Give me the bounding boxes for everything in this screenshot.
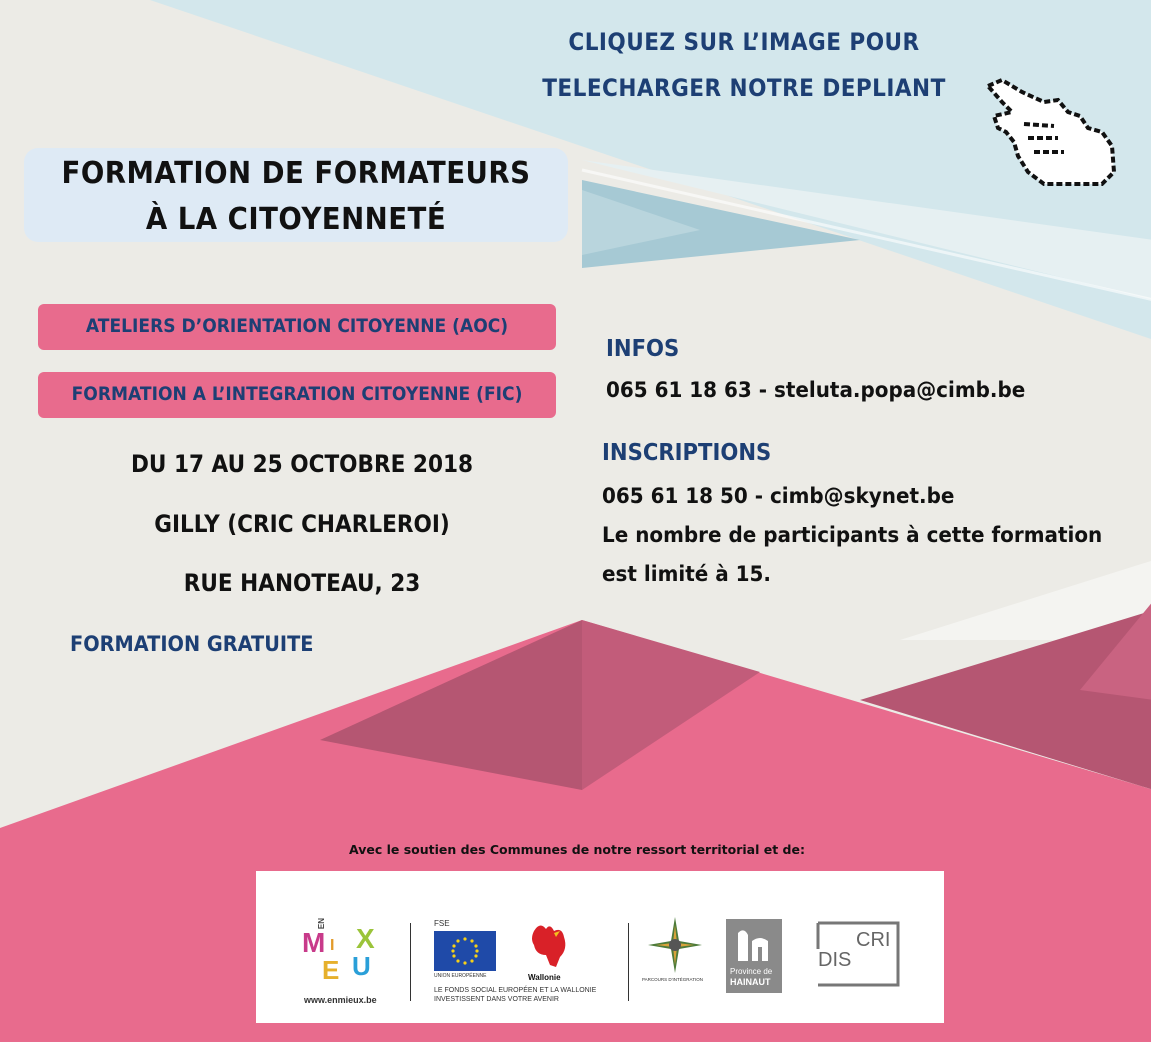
inscriptions-note-line-1: Le nombre de participants à cette formation: [602, 523, 1103, 547]
discri-part-2: CRI: [856, 929, 891, 951]
enmieux-url: www.enmieux.be: [304, 995, 377, 1005]
parcours-logo: [642, 917, 708, 987]
event-address: RUE HANOTEAU, 23: [183, 569, 421, 597]
enmieux-small-text: EN: [317, 917, 327, 930]
inscriptions-note-line-2: est limité à 15.: [602, 562, 771, 586]
support-text: Avec le soutien des Communes de notre ressort territorial et de:: [349, 842, 805, 857]
fse-text-line-1: LE FONDS SOCIAL EUROPÉEN ET LA WALLONIE: [434, 987, 597, 994]
enmieux-letter-e: E: [322, 955, 340, 985]
enmieux-logo: [300, 919, 386, 1011]
discri-part-1: DIS: [818, 949, 852, 971]
enmieux-letter-m: M: [302, 927, 326, 958]
hainaut-line-2: HAINAUT: [730, 977, 771, 987]
compass-rose-icon: [648, 917, 702, 973]
wallonie-rooster-icon: [526, 921, 570, 971]
fse-logo: [434, 919, 634, 1019]
inscriptions-contact: 065 61 18 50 - cimb@skynet.be: [602, 484, 955, 508]
wallonie-label: Wallonie: [528, 973, 561, 982]
event-dates: DU 17 AU 25 OCTOBRE 2018: [130, 450, 474, 478]
title-line-2: À LA CITOYENNETÉ: [145, 202, 447, 237]
enmieux-letter-x: X: [356, 923, 375, 954]
logo-divider-2: [628, 923, 629, 1001]
inscriptions-heading: INSCRIPTIONS: [602, 440, 772, 466]
hainaut-logo: [726, 919, 782, 993]
enmieux-letter-i: I: [330, 937, 335, 954]
infos-heading: INFOS: [606, 336, 680, 362]
discri-logo: [812, 919, 904, 989]
partner-logos: [256, 871, 944, 1023]
cta-line-2: TELECHARGER NOTRE DEPLIANT: [542, 74, 946, 102]
fse-text-line-2: INVESTISSENT DANS VOTRE AVENIR: [434, 996, 559, 1003]
logo-divider-1: [410, 923, 411, 1001]
program-fic-label: FORMATION A L’INTEGRATION CITOYENNE (FIC): [71, 383, 523, 405]
program-aoc-label: ATELIERS D’ORIENTATION CITOYENNE (AOC): [85, 315, 509, 337]
eu-flag-icon: [434, 931, 496, 971]
event-venue: GILLY (CRIC CHARLEROI): [154, 510, 450, 538]
cta-line-1: CLIQUEZ SUR L’IMAGE POUR: [568, 28, 920, 56]
fse-label: FSE: [434, 919, 450, 928]
eu-union-label: UNION EUROPÉENNE: [434, 973, 487, 979]
infos-contact: 065 61 18 63 - steluta.popa@cimb.be: [606, 378, 1026, 402]
hainaut-line-1: Province de: [730, 967, 773, 976]
parcours-label: PARCOURS D'INTÉGRATION: [642, 977, 703, 982]
enmieux-letter-u: U: [352, 951, 371, 981]
title-line-1: FORMATION DE FORMATEURS: [61, 156, 531, 191]
pointing-hand-cursor-icon: [984, 72, 1124, 192]
event-price: FORMATION GRATUITE: [70, 632, 314, 656]
hainaut-emblem-icon: [734, 927, 774, 961]
